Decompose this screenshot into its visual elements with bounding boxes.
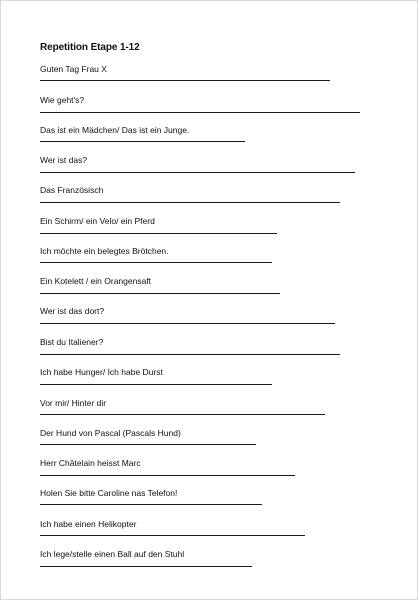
exercise-prompt: Guten Tag Frau X <box>40 64 107 74</box>
worksheet-title: Repetition Etape 1-12 <box>40 42 140 53</box>
exercise-prompt: Ein Schirm/ ein Velo/ ein Pferd <box>40 216 155 226</box>
answer-line <box>40 444 256 445</box>
exercise-prompt: Herr Châtelain heisst Marc <box>40 458 141 468</box>
answer-line <box>40 262 272 263</box>
answer-line <box>40 202 340 203</box>
answer-line <box>40 535 305 536</box>
answer-line <box>40 80 330 81</box>
answer-line <box>40 141 245 142</box>
exercise-prompt: Das ist ein Mädchen/ Das ist ein Junge. <box>40 125 190 135</box>
exercise-prompt: Wer ist das? <box>40 155 88 165</box>
exercise-prompt: Ich lege/stelle einen Ball auf den Stuhl <box>40 549 185 559</box>
exercise-prompt: Vor mir/ Hinter dir <box>40 398 107 408</box>
exercise-prompt: Wie geht's? <box>40 95 85 105</box>
answer-line <box>40 504 262 505</box>
exercise-prompt: Wer ist das dort? <box>40 306 105 316</box>
exercise-prompt: Holen Sie bitte Caroline nas Telefon! <box>40 488 178 498</box>
exercise-prompt: Bist du Italiener? <box>40 337 104 347</box>
answer-line <box>40 233 277 234</box>
exercise-prompt: Ich möchte ein belegtes Brötchen. <box>40 246 169 256</box>
answer-line <box>40 323 335 324</box>
exercise-prompt: Ich habe Hunger/ Ich habe Durst <box>40 367 163 377</box>
exercise-prompt: Der Hund von Pascal (Pascals Hund) <box>40 428 181 438</box>
answer-line <box>40 112 360 113</box>
answer-line <box>40 384 272 385</box>
answer-line <box>40 475 295 476</box>
answer-line <box>40 414 325 415</box>
answer-line <box>40 566 252 567</box>
exercise-prompt: Ich habe einen Helikopter <box>40 519 137 529</box>
answer-line <box>40 293 280 294</box>
answer-line <box>40 354 340 355</box>
exercise-prompt: Das Französisch <box>40 185 104 195</box>
exercise-prompt: Ein Kotelett / ein Orangensaft <box>40 276 152 286</box>
answer-line <box>40 172 355 173</box>
